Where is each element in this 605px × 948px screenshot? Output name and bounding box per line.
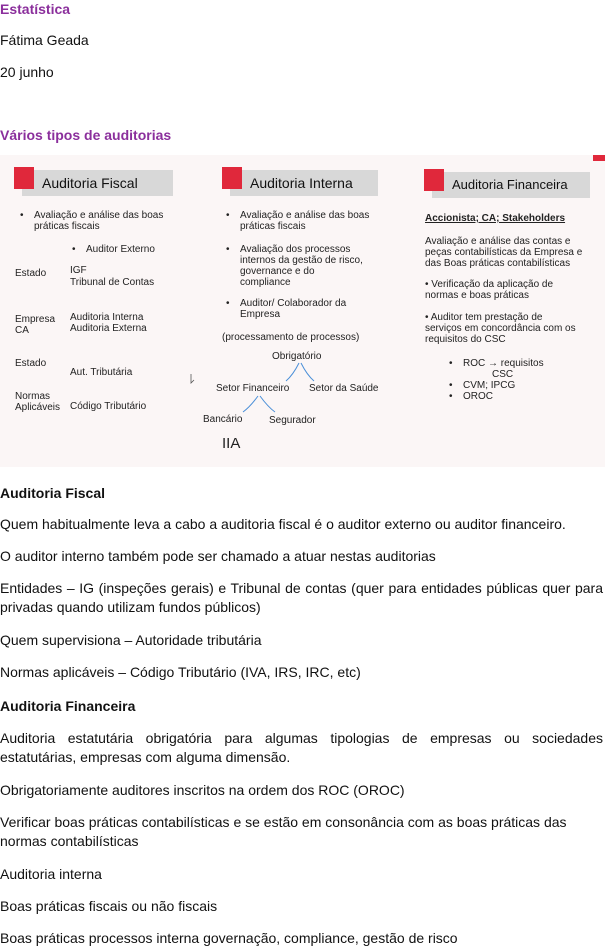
label-estado-2: Estado (15, 358, 47, 369)
paragraph-2: O auditor interno também pode ser chamado a atuar nestas auditorias (0, 548, 436, 564)
interna-bullet-1: • Avaliação e análise das boas práticas fiscais (240, 210, 369, 232)
paragraph-4: Quem supervisiona – Autoridade tributária (0, 632, 262, 648)
financeira-intro: Avaliação e análise das contas e peças contabilísticas da Empresa e das Boas práticas contabilísticas (425, 236, 583, 269)
paragraph-8: Verificar boas práticas contabilísticas e se estão em consonância com as boas práticas das normas contabilísticas (0, 814, 567, 849)
paragraph-6: Auditoria estatutária obrigatória para algumas tipologias de empresas ou sociedades estatutárias, empresas com alguma dimensão. (0, 730, 603, 765)
label-iia: IIA (222, 435, 241, 452)
paragraph-1: Quem habitualmente leva a cabo a auditoria fiscal é o auditor externo ou auditor financeiro. (0, 516, 566, 532)
paragraph-10: Boas práticas fiscais ou não fiscais (0, 898, 218, 914)
label-igf: IGF (70, 265, 87, 276)
paragraph-7: Obrigatoriamente auditores inscritos na ordem dos ROC (OROC) (0, 782, 405, 798)
label-segurador: Segurador (269, 415, 316, 426)
label-aud-interna: Auditoria Interna (70, 312, 144, 323)
label-tribunal: Tribunal de Contas (70, 277, 155, 288)
header-auditoria-fiscal: Auditoria Fiscal (22, 170, 173, 196)
label-aut-tributaria: Aut. Tributária (70, 367, 133, 378)
financeira-sub-1: • ROC → requisitos CSC (463, 358, 544, 380)
financeira-sub-2: • CVM; IPCG (463, 380, 515, 391)
header-auditoria-financeira: Auditoria Financeira (432, 172, 590, 198)
audit-types-slide (0, 155, 605, 467)
section-title: Vários tipos de auditorias (0, 127, 172, 143)
interna-bullet-2: • Avaliação dos processos internos da gestão de risco, governance e do compliance (240, 244, 363, 288)
fiscal-bullet-1: • Avaliação e análise das boas práticas fiscais (34, 210, 163, 232)
branch-arrows (0, 155, 605, 467)
heading-auditoria-fiscal: Auditoria Fiscal (0, 485, 106, 501)
label-stakeholders: Accionista; CA; Stakeholders (425, 213, 566, 224)
paragraph-5: Normas aplicáveis – Código Tributário (IVA, IRS, IRC, etc) (0, 664, 361, 680)
label-codigo-tributario: Código Tributário (70, 401, 147, 412)
label-ca: CA (15, 325, 29, 336)
page-title: Estatística (0, 1, 71, 17)
label-normas: Normas (15, 391, 51, 402)
author: Fátima Geada (0, 32, 89, 48)
heading-auditoria-financeira: Auditoria Financeira (0, 698, 136, 714)
label-setor-financeiro: Setor Financeiro (216, 383, 290, 394)
financeira-bullet-1: • Verificação da aplicação de normas e boas práticas (425, 279, 554, 301)
financeira-bullet-2: • Auditor tem prestação de serviços em concordância com os requisitos do CSC (425, 312, 576, 345)
financeira-sub-3: • OROC (463, 391, 493, 402)
sub-bullet-auditor-externo: • Auditor Externo (86, 244, 155, 255)
interna-bullet-3: • Auditor/ Colaborador da Empresa (240, 298, 346, 320)
paragraph-9: Auditoria interna (0, 866, 102, 882)
paragraph-11: Boas práticas processos interna governação, compliance, gestão de risco (0, 930, 458, 946)
header-auditoria-interna: Auditoria Interna (230, 170, 378, 196)
label-processamento: (processamento de processos) (222, 332, 360, 343)
label-setor-saude: Setor da Saúde (309, 383, 379, 394)
label-aplicaveis: Aplicáveis (15, 402, 61, 413)
label-estado-1: Estado (15, 268, 47, 279)
label-obrigatorio: Obrigatório (272, 351, 322, 362)
paragraph-3: Entidades – IG (inspeções gerais) e Tribunal de contas (quer para entidades públicas quer para privadas quando utilizam fundos públicos) (0, 580, 603, 615)
label-empresa: Empresa (15, 314, 56, 325)
label-bancario: Bancário (203, 414, 243, 425)
date: 20 junho (0, 64, 54, 80)
label-aud-externa: Auditoria Externa (70, 323, 147, 334)
